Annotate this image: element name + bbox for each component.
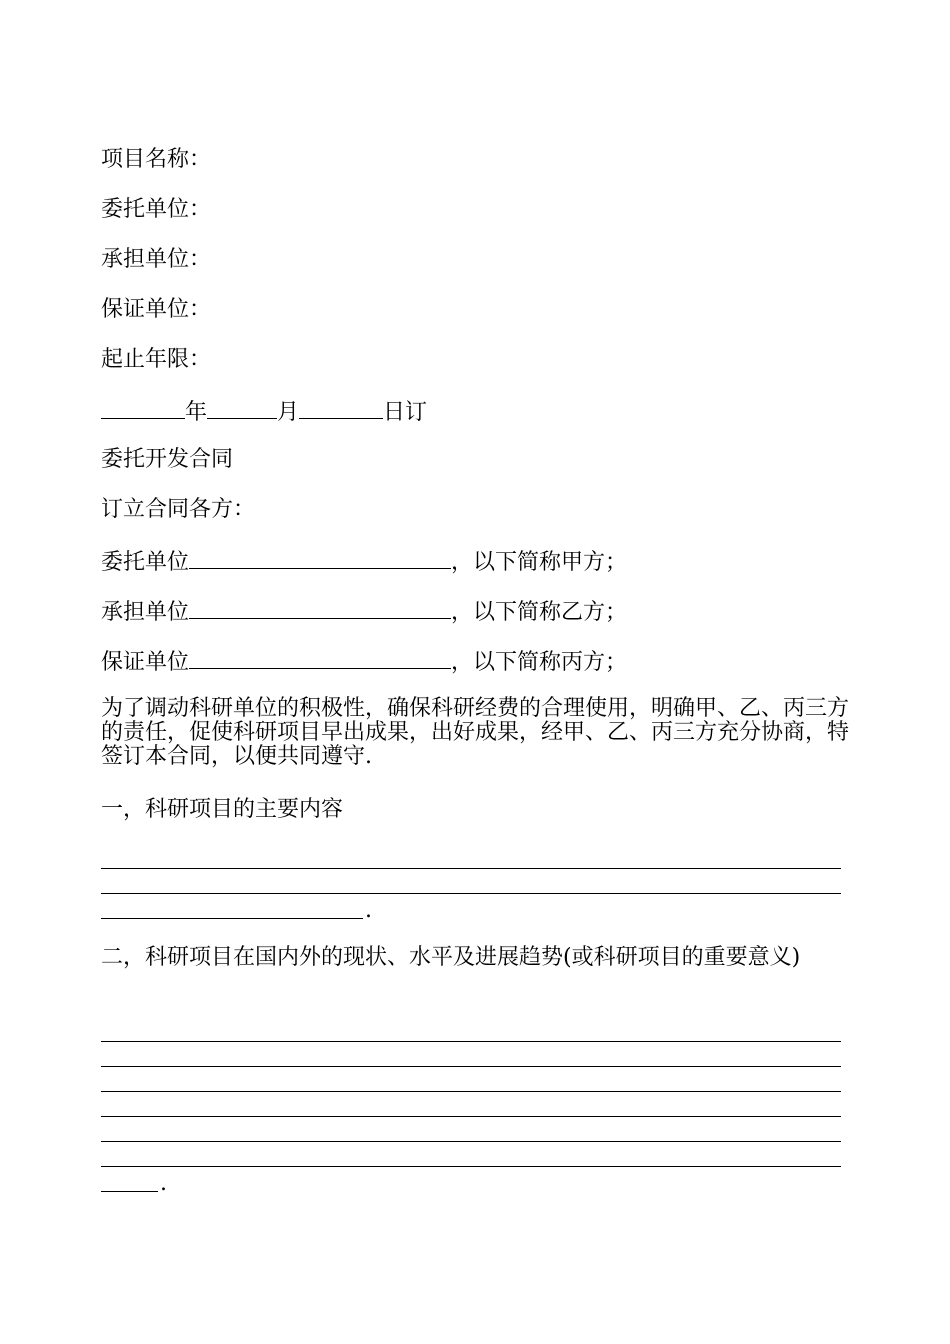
party-suffix: ，以下简称甲方；	[451, 550, 628, 575]
field-undertaking-unit: 承担单位：	[101, 247, 212, 272]
party-label: 保证单位	[101, 650, 190, 675]
section2-fill-line	[101, 1041, 841, 1042]
field-project-name: 项目名称：	[101, 147, 212, 172]
section2-heading: 二，科研项目在国内外的现状、水平及进展趋势(或科研项目的重要意义)	[101, 945, 801, 970]
day-blank	[299, 398, 383, 419]
field-guarantee-unit: 保证单位：	[101, 297, 212, 322]
month-blank	[207, 398, 277, 419]
field-entrusting-unit: 委托单位：	[101, 197, 212, 222]
section1-heading: 一，科研项目的主要内容	[101, 797, 344, 822]
parties-heading: 订立合同各方：	[101, 497, 256, 522]
section2-fill-line	[101, 1141, 841, 1142]
party-a-line	[101, 548, 627, 575]
date-line	[101, 398, 427, 425]
month-label: 月	[277, 400, 300, 425]
section2-fill-line	[101, 1091, 841, 1092]
year-label: 年	[185, 400, 208, 425]
field-period: 起止年限：	[101, 347, 212, 372]
party-blank	[189, 548, 451, 569]
section2-fill-line	[101, 1191, 158, 1192]
section2-fill-line	[101, 1166, 841, 1167]
preamble-paragraph: 为了调动科研单位的积极性，确保科研经费的合理使用，明确甲、乙、丙三方的责任，促使科研项目早出成果，出好成果，经甲、乙、丙三方充分协商，特签订本合同，以便共同遵守.	[101, 696, 850, 769]
section1-fill-line	[101, 893, 841, 894]
section1-end-mark: .	[365, 898, 372, 923]
party-suffix: ，以下简称丙方；	[451, 650, 628, 675]
section2-end-mark: .	[160, 1171, 167, 1196]
section1-fill-line	[101, 868, 841, 869]
year-blank	[101, 398, 185, 419]
party-blank	[189, 648, 451, 669]
party-b-line	[101, 598, 627, 625]
contract-title: 委托开发合同	[101, 447, 234, 472]
party-blank	[189, 598, 451, 619]
party-c-line	[101, 648, 627, 675]
day-label: 日订	[383, 400, 428, 425]
party-label: 委托单位	[101, 550, 190, 575]
party-label: 承担单位	[101, 600, 190, 625]
section2-fill-line	[101, 1116, 841, 1117]
section2-fill-line	[101, 1066, 841, 1067]
section1-fill-line	[101, 918, 363, 919]
party-suffix: ，以下简称乙方；	[451, 600, 628, 625]
